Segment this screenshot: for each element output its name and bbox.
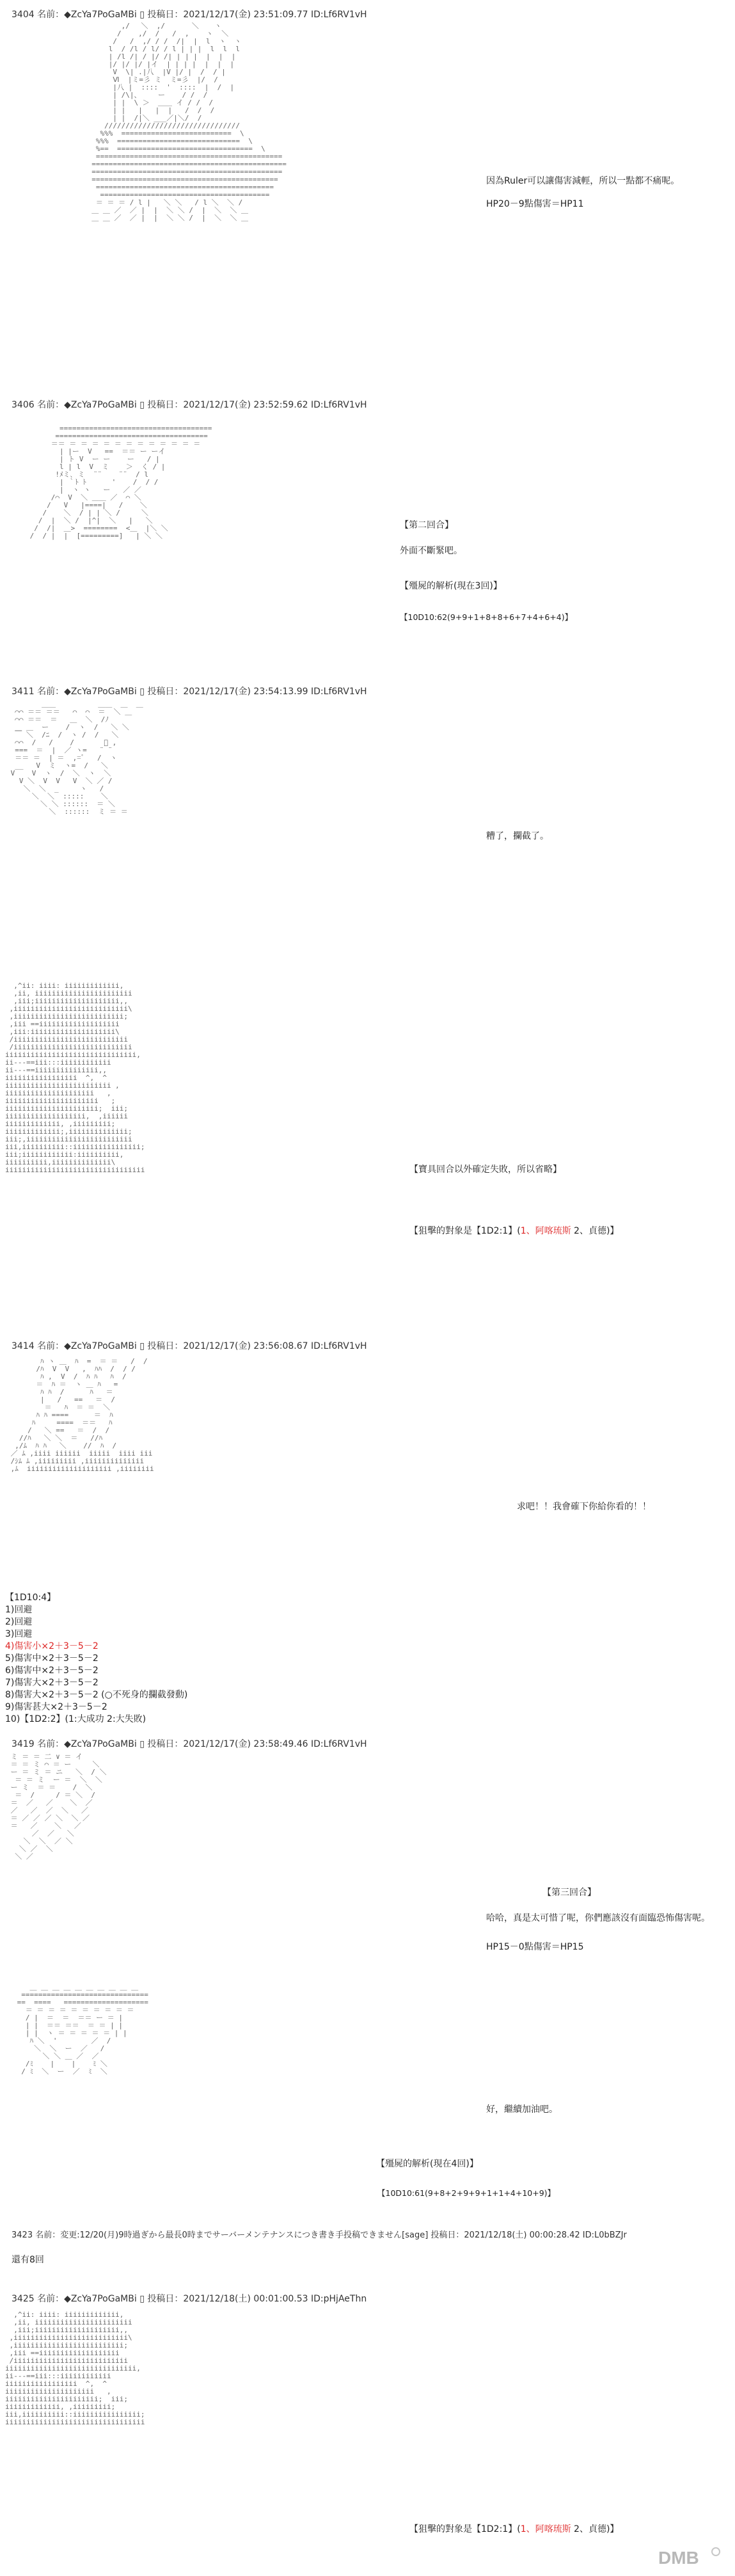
ascii-art: ￣ ￣ ＿＿ ￣ ￣ ￣ ＿＿ ＿ ＿ ⌒⌒ ＝＝ ＝＝ ⌒ ⌒ ＝ ＼ ＿ ⌒⌒ ＝＝ ＝ ＿ ＼ /ﾉ ＿ ＿ ー / ヽ / ＼ ＼ ￣ ＼ /ﾆ / ヽ / / ＼ ⌒⌒ / / / ﾞ , === ＝ | ／ ヽ= ¨ ¨ ＝＝ ＝ | ＝ ,=ﾞ / ヽ __ V ミ ヽ= / ＼ V V ヽ / ＼ ヽ ＼ V ＼ V V V ＼ ／ / ＼ ＼ _ ヽ / ＼ ＼ ::::: ＼ ＼ ＼ :::::: ＝ ＼ ＼ :::::: ミ ＝ ＝ <box>10 701 143 816</box>
post-note: 【第三回合】 <box>542 1888 596 1898</box>
dmzj-logo <box>653 2544 723 2570</box>
post-note: 【殭屍的解析(現在4回)】 <box>376 2159 478 2169</box>
post-note: 糟了，攔截了。 <box>486 831 549 841</box>
post-header: 3404 名前：◆ZcYa7PoGaMBi ▯ 投稿日：2021/12/17(金) 23:51:09.77 ID:Lf6RV1vH <box>12 10 367 20</box>
post-note: 外面不斷緊吧。 <box>400 546 462 556</box>
dice-list-item: 5)傷害中×2＋3－5－2 <box>5 1653 99 1664</box>
post-header: 3425 名前：◆ZcYa7PoGaMBi ▯ 投稿日：2021/12/18(土) 00:01:00.53 ID:pHjAeThn <box>12 2294 367 2304</box>
ascii-art: ,^ii: iiii: iiiiiiiiiiiii, ,ii, iiiiiiiiiiiiiiiiiiiiiii ,iii;iiiiiiiiiiiiiiiiiiii,, ,iiiiiiiiiiiiiiiiiiiiiiiiiii\ ,iiiiiiiiiiiiiiiiiiiiiiiiii; ,iii ==iiiiiiiiiiiiiiiiiii ,iii:iiiiiiiiiiiiiiiiiiii\ /iiiiiiiiiiiiiiiiiiiiiiiiiii /iiiiiiiiiiiiiiiiiiiiiiiiiiii iiiiiiiiiiiiiiiiiiiiiiiiiiiiiii, ii---==iii:::iiiiiiiiiiii ii---==iiiiiiiiiiiiiii,, iiiiiiiiiiiiiiiii ^, ^ iiiiiiiiiiiiiiiiiiiiiiiii , iiiiiiiiiiiiiiiiiiiii , iiiiiiiiiiiiiiiiiiiiii ; iiiiiiiiiiiiiiiiiiiiii; iii; iiiiiiiiiiiiiiiiiii, ,iiiiii iiiiiiiiiiiii, ,iiiiiiiii; iiiiiiiiiiiii;,iiiiiiiiiiiiii; iii;,iiiiiiiiiiiiiiiiiiiiiiiii iii,iiiiiiiiii::iiiiiiiiiiiiiiii; iii;iiiiiiiiiiii:iiiiiiiiii, iiiiiiiiii,iiiiiiiiiiiiii\ iiiiiiiiiiiiiiiiiiiiiiiiiiiiiiiii <box>5 982 145 1174</box>
post-note: 【狙擊的對象是【1D2:1】(1、阿喀琉斯 2、貞德)】 <box>409 2524 619 2534</box>
post-note: HP20－9點傷害＝HP11 <box>486 199 584 209</box>
dice-list-item: 7)傷害大×2＋3－5－2 <box>5 1678 99 1688</box>
post-note: 【10D10:62(9+9+1+8+8+6+7+4+6+4)】 <box>400 612 573 622</box>
dice-list-item: 2)回避 <box>5 1617 33 1627</box>
dice-list-item: 6)傷害中×2＋3－5－2 <box>5 1666 99 1676</box>
dice-list-item: 【1D10:4】 <box>5 1593 56 1603</box>
ascii-art: ￣ ￣ ￣ ￣ ￣ ￣ ￣ ￣ ￣ ￣ ==================================== ==================================== ＝＝ ＝ ＝ ＝ ＝ ＝ ＝ ＝ ＝ ＝ ＝ ＝ ＝ | |ー V == ＝＝ ー ーイ | ト V ー ー ー / | l | l V ミ ＞ く / | !ﾒミ､ ミ ¨¨ ¨¨ / l | ｀ﾄ ﾄ ' / / / | ヽ ヽ ー ／ ／ /⌒ V ＼ ＿＿ ／ ⌒ ＼ / V |====| / ＼ / ＼ / | | ＼ / ＼ / | ＼ / |^| ＼ | ＼ / /| ＿> ======== <＿ |＼ ＼ / / | | [=========] | ＼ ＼ <box>29 417 212 540</box>
dice-list-item: 1)回避 <box>5 1605 33 1615</box>
post-header: 3423 名前：変更:12/20(月)9時過ぎから最長0時までサーバーメンテナンスにつき書き手投稿できません[sage] 投稿日：2021/12/18(土) 00:00:28.42 ID:L0bBZJr <box>12 2230 627 2240</box>
post-note: 【10D10:61(9+8+2+9+9+1+1+4+10+9)】 <box>377 2188 556 2198</box>
ascii-art: ﾊ ヽ ＿ ﾊ = ＝ ＝ / / /ﾊ V V , ﾊﾊ / / / ﾊ , V / ﾊ ﾊ ﾊ / ＝ ﾊ ＝ ヽ ＿ ﾊ = ﾊ ﾊ / ﾊ ＝ | / == ＝ / ＝ ﾊ ＝ ＝ ＼ ﾊ ﾊ ==== ＝ ﾊ ﾊ ==== ＝＝ ﾊ / ＼ == ＝ / / //ﾊ ＼ ＼ ＝ //ﾊ ,/ﾑ ﾊ ﾊ ＼ // ﾊ / ／ ﾑ ,iiii iiiiii iiiii iiii iii /ｼﾑ ﾑ ,iiiiiiiii ,iiiiiiiiiiiiii ,ﾑ iiiiiiiiiiiiiiiiiiii ,iiiiiiii <box>10 1358 154 1473</box>
dice-list-item: 10)【1D2:2】(1:大成功 2:大失敗) <box>5 1714 146 1724</box>
dice-list-item: 4)傷害小×2＋3－5－2 <box>5 1641 99 1651</box>
dice-list-item: 3)回避 <box>5 1629 33 1639</box>
ascii-art: ,^ii: iiii: iiiiiiiiiiiii, ,ii, iiiiiiiiiiiiiiiiiiiiiii ,iii;iiiiiiiiiiiiiiiiiiii,, ,iiiiiiiiiiiiiiiiiiiiiiiiiii\ ,iiiiiiiiiiiiiiiiiiiiiiiiii; ,iii ==iiiiiiiiiiiiiiiiiii /iiiiiiiiiiiiiiiiiiiiiiiiiii iiiiiiiiiiiiiiiiiiiiiiiiiiiiiii, ii---==iii:::iiiiiiiiiiii iiiiiiiiiiiiiiiii ^, ^ iiiiiiiiiiiiiiiiiiiii , iiiiiiiiiiiiiiiiiiiiii; iii; iiiiiiiiiiiii, ,iiiiiiiii; iii,iiiiiiiiii::iiiiiiiiiiiiiiii; iiiiiiiiiiiiiiiiiiiiiiiiiiiiiiiii <box>5 2311 145 2426</box>
svg-text:DMB: DMB <box>658 2548 699 2568</box>
post-note: HP15－0點傷害＝HP15 <box>486 1942 584 1952</box>
post-note: 好，繼續加油吧。 <box>486 2104 558 2115</box>
post-note: 【殭屍的解析(現在3回)】 <box>400 581 502 591</box>
ascii-art: ,/ ￣＼ ,/ ￣ ￣ ＼ ￣ ヽ / ,/ / / , ヽ ＼ / / ,/ / / /| | l ヽ ヽ l / /l / l/ / l | | | l l l | /l /| / |/ /| | | | | | | |/ |/ |/ |イ | | | | | | | V \| .|八 |V |/ | / / | Ⅵ |ミ=彡 ミ ミ=彡 |/ / |八 | :::: ' :::: | / | | /\|、 ー / / / | | \ ＞ ＿＿ イ / / / | | | | | / / / | | /|＼ ___／|＼/ / //////////////////////////////// %%% ========================== \ %%% ============================= \ %== ================================ \ ============================================ ============================================== ============================================= ============================================ ========================================== ======================================== ＝ ＝ ＝ / l | ＼ ＼ / l ＼ ＼ / ＿ ＿ ／ ／ | | ＼ ＼ / | ＼ ＼ ＿ ＿ ＿ ／ ／ | | ＼ ＼ / | ＼ ＼ ＿ <box>91 22 287 222</box>
dice-list-item: 8)傷害大×2＋3－5－2 (○不死身的攔截發動) <box>5 1690 188 1700</box>
post-note: 【狙擊的對象是【1D2:1】(1、阿喀琉斯 2、貞德)】 <box>409 1226 619 1236</box>
post-header: 3414 名前：◆ZcYa7PoGaMBi ▯ 投稿日：2021/12/17(金) 23:56:08.67 ID:Lf6RV1vH <box>12 1341 367 1351</box>
post-header: 3419 名前：◆ZcYa7PoGaMBi ▯ 投稿日：2021/12/17(金) 23:58:49.46 ID:Lf6RV1vH <box>12 1739 367 1749</box>
dice-list-item: 9)傷害甚大×2＋3－5－2 <box>5 1702 107 1712</box>
dice-result-list <box>5 1592 187 1726</box>
post-header: 3406 名前：◆ZcYa7PoGaMBi ▯ 投稿日：2021/12/17(金) 23:52:59.62 ID:Lf6RV1vH <box>12 400 367 410</box>
post-note: 【寶具回合以外確定失敗，所以省略】 <box>409 1165 562 1175</box>
ascii-art: ＿ ＿ ＿ ＿ ＿ ＿ ＿ ＿ ＿ ＿ ============================== == ==== ==================== ＝ ＝ ＝ ＝ ＝ ＝ ＝ ＝ ＝ ＝ / | ＝ ＝ ＝＝ ー ＝ | | | ＝＝ ＝＝ ＝ ＝ | | | | ヽ ＝ ＝ ＝ ＝ ＝ | | ﾊ ＼ ' ／ / ＼ ＼ ー ／ / ＼ ＼ ＿ ／ ／ /ﾐ | | ﾐ ＼ / ﾐ ＼ ー ／ ﾐ ＼ <box>17 1984 148 2076</box>
post-note: 哈哈，真是太可惜了呢，你們應該沒有面臨恐怖傷害呢。 <box>486 1913 710 1923</box>
post-note: 求吧！！我會確下你給你看的！！ <box>517 1502 651 1512</box>
post-header: 3411 名前：◆ZcYa7PoGaMBi ▯ 投稿日：2021/12/17(金) 23:54:13.99 ID:Lf6RV1vH <box>12 687 367 697</box>
post-note: 因為Ruler可以讓傷害減輕，所以一點都不痛呢。 <box>486 176 680 186</box>
ascii-art: ミ ＝ ＝ 二 ∨ ＝ イ ＝ ＝ ミ ⌒ ＝ ー ＼ ー ＝ ミ ＝ ニ ＼ / ＼ ＝ ＝ ミ ー ＝ ＼ ＼ ー ミ ＝ ＝ / ＼ ＝ / / ＝ ＼ / ＝ ／ ／ ＼ ／ ／ ／ ／ ＼ ／ ＝ ／ ／ ／ ＼ ＼ ／ ＝ ／ ＼ ／ ／ ／ ＼ ＼ ＼ ／ ＼ ＼ ／ ＼ ＼ ／ <box>10 1753 107 1861</box>
post-note: 【第二回合】 <box>400 520 454 530</box>
post-note: 還有8回 <box>12 2255 44 2265</box>
